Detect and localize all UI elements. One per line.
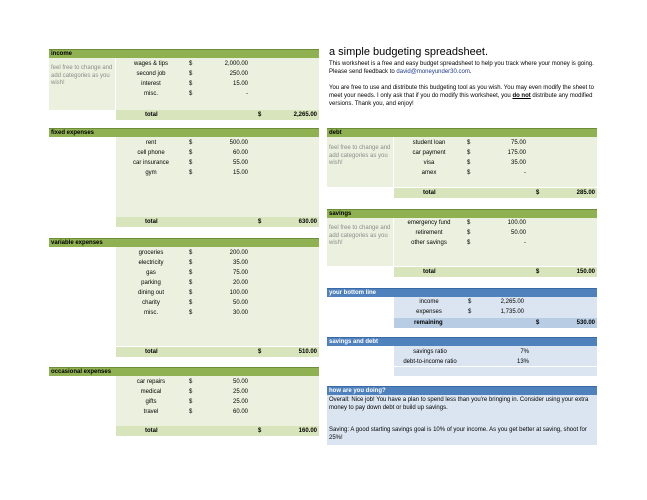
dti-ratio-value: 13% — [516, 359, 529, 365]
occasional-item-label: car repairs — [136, 379, 166, 385]
income-item-amount: - — [246, 91, 248, 97]
intro-p1-end: . — [469, 69, 472, 75]
variable-row — [116, 248, 319, 258]
savings-ratio-label: savings ratio — [413, 349, 447, 355]
fixed-row — [116, 138, 319, 148]
debt-item-currency: $ — [467, 170, 471, 176]
variable-item-amount: 100.00 — [229, 290, 248, 296]
variable-item-label: gas — [146, 270, 156, 276]
variable-row — [116, 258, 319, 268]
debt-total-amount: 285.00 — [576, 190, 595, 196]
variable-item-label: electricity — [138, 260, 164, 266]
intro-paragraph-2 — [329, 84, 597, 108]
debt-note: feel free to change and add categories as you wish! — [329, 145, 391, 166]
savings-total-label: total — [423, 269, 436, 275]
fixed-item-currency: $ — [189, 160, 193, 166]
occasional-row — [116, 377, 319, 387]
occasional-row — [116, 397, 319, 407]
savings-item-currency: $ — [467, 220, 471, 226]
intro-p1-text: This worksheet is a free and easy budget spreadsheet to help you track where your money is going. Please send feedback to — [329, 61, 594, 75]
income-item-amount: 15.00 — [232, 81, 248, 87]
fixed-item-amount: 55.00 — [232, 160, 248, 166]
fixed-item-currency: $ — [189, 140, 193, 146]
variable-item-currency: $ — [189, 290, 193, 296]
occasional-item-label: gifts — [145, 399, 157, 405]
occasional-item-currency: $ — [189, 379, 193, 385]
variable-row — [116, 278, 319, 288]
bottom-line-expenses-row — [394, 307, 597, 317]
bottom-line-expenses-currency: $ — [468, 309, 472, 315]
variable-item-label: parking — [141, 280, 161, 286]
fixed-total-label: total — [145, 219, 158, 225]
debt-item-currency: $ — [467, 150, 471, 156]
occasional-item-label: medical — [140, 389, 162, 395]
variable-total-currency: $ — [258, 349, 262, 355]
savings-header: savings — [327, 209, 597, 218]
fixed-total-currency: $ — [258, 219, 262, 225]
fixed-header: fixed expenses — [49, 128, 319, 137]
occasional-item-amount: 25.00 — [232, 389, 248, 395]
debt-row — [394, 168, 597, 178]
debt-item-currency: $ — [467, 140, 471, 146]
income-row — [116, 89, 319, 99]
fixed-row — [116, 158, 319, 168]
how-saving-text: Saving: A good starting savings goal is 10% of your income. As you get better at saving, shoot for 25%! — [329, 427, 587, 441]
occasional-header: occasional expenses — [49, 367, 319, 376]
debt-item-label: amex — [421, 170, 437, 176]
savings-item-label: other savings — [411, 240, 447, 246]
savings-item-amount: 50.00 — [510, 230, 526, 236]
fixed-item-amount: 15.00 — [232, 170, 248, 176]
variable-total-row — [116, 347, 319, 357]
fixed-total-row — [116, 217, 319, 227]
variable-row — [116, 298, 319, 308]
occasional-total-amount: 160.00 — [298, 428, 317, 434]
intro-p2-emphasis: do not — [512, 93, 531, 99]
how-header: how are you doing? — [327, 386, 597, 395]
fixed-total-amount: 630.00 — [298, 219, 317, 225]
debt-item-amount: 175.00 — [507, 150, 526, 156]
variable-row — [116, 268, 319, 278]
ratios-header: savings and debt — [327, 337, 597, 346]
savings-row — [394, 218, 597, 228]
income-item-currency: $ — [189, 91, 193, 97]
income-item-label: interest — [141, 81, 161, 87]
savings-ratio-value: 7% — [520, 349, 529, 355]
income-total-amount: 2,265.00 — [293, 112, 317, 118]
fixed-item-amount: 500.00 — [229, 140, 248, 146]
debt-item-label: student loan — [412, 140, 446, 146]
variable-item-amount: 200.00 — [229, 250, 248, 256]
income-total-currency: $ — [258, 112, 262, 118]
fixed-item-label: rent — [145, 140, 157, 146]
debt-total-row — [394, 188, 597, 198]
income-item-amount: 2,000.00 — [224, 61, 248, 67]
fixed-row — [116, 148, 319, 158]
savings-item-amount: - — [524, 240, 526, 246]
ratios-spacer — [394, 367, 597, 376]
variable-item-amount: 35.00 — [232, 260, 248, 266]
income-item-currency: $ — [189, 61, 193, 67]
variable-item-currency: $ — [189, 310, 193, 316]
occasional-total-row — [116, 426, 319, 436]
savings-row — [394, 238, 597, 248]
income-row — [116, 59, 319, 69]
fixed-row — [116, 168, 319, 178]
debt-row — [394, 148, 597, 158]
fixed-item-label: gym — [145, 170, 157, 176]
occasional-row — [116, 407, 319, 417]
savings-note: feel free to change and add categories as you wish! — [329, 225, 391, 246]
variable-row — [116, 308, 319, 318]
income-row — [116, 79, 319, 89]
debt-item-label: visa — [423, 160, 435, 166]
bottom-line-remaining-amount: 530.00 — [576, 320, 595, 326]
bottom-line-remaining-currency: $ — [536, 320, 540, 326]
occasional-total-label: total — [145, 428, 158, 434]
occasional-row — [116, 387, 319, 397]
page-title: a simple budgeting spreadsheet. — [329, 46, 488, 58]
debt-header: debt — [327, 128, 597, 137]
fixed-item-label: cell phone — [137, 150, 165, 156]
income-total-row — [116, 110, 319, 120]
income-item-label: misc. — [144, 91, 158, 97]
intro-paragraph-1 — [329, 60, 597, 76]
variable-item-currency: $ — [189, 300, 193, 306]
dti-ratio-row — [394, 357, 597, 367]
bottom-line-income-label: income — [419, 299, 439, 305]
debt-item-label: car payment — [412, 150, 446, 156]
variable-item-currency: $ — [189, 250, 193, 256]
savings-item-amount: 100.00 — [507, 220, 526, 226]
variable-item-currency: $ — [189, 280, 193, 286]
how-overall-text: Overall: Nice job! You have a plan to spend less than you're bringing in. Consider using your extra money to pay down debt or build up savings. — [329, 397, 589, 411]
variable-item-amount: 75.00 — [232, 270, 248, 276]
debt-item-amount: 75.00 — [510, 140, 526, 146]
variable-item-label: charity — [142, 300, 160, 306]
savings-total-row — [394, 267, 597, 277]
savings-ratio-row — [394, 347, 597, 357]
debt-total-currency: $ — [536, 190, 540, 196]
variable-item-amount: 50.00 — [232, 300, 248, 306]
bottom-line-header: your bottom line — [327, 288, 597, 297]
intro-p2-end: distribute any modified versions. Thank you, and enjoy! — [329, 93, 593, 107]
bottom-line-expenses-amount: 1,735.00 — [500, 309, 524, 315]
income-note: feel free to change and add categories as you wish! — [51, 65, 113, 86]
variable-item-currency: $ — [189, 260, 193, 266]
intro-p2-text: You are free to use and distribute this budgeting tool as you wish. You may even modify the sheet to meet your needs. I only ask that if you do modify this worksheet, you — [329, 85, 594, 99]
occasional-item-amount: 50.00 — [232, 379, 248, 385]
bottom-line-expenses-label: expenses — [416, 309, 442, 315]
occasional-item-amount: 25.00 — [232, 399, 248, 405]
debt-row — [394, 138, 597, 148]
feedback-email-link[interactable]: david@moneyunder30.com — [396, 69, 470, 75]
variable-total-amount: 510.00 — [298, 349, 317, 355]
variable-item-currency: $ — [189, 270, 193, 276]
variable-row — [116, 288, 319, 298]
occasional-total-currency: $ — [258, 428, 262, 434]
income-header: income — [49, 49, 319, 58]
occasional-item-currency: $ — [189, 409, 193, 415]
savings-row — [394, 228, 597, 238]
debt-item-currency: $ — [467, 160, 471, 166]
bottom-line-income-currency: $ — [468, 299, 472, 305]
bottom-line-remaining-label: remaining — [414, 320, 443, 326]
bottom-line-income-amount: 2,265.00 — [500, 299, 524, 305]
savings-total-amount: 150.00 — [576, 269, 595, 275]
occasional-item-currency: $ — [189, 399, 193, 405]
income-item-amount: 250.00 — [229, 71, 248, 77]
debt-item-amount: - — [524, 170, 526, 176]
fixed-item-amount: 60.00 — [232, 150, 248, 156]
savings-item-label: retirement — [415, 230, 443, 236]
income-item-currency: $ — [189, 71, 193, 77]
income-item-label: wages & tips — [133, 61, 169, 67]
variable-item-amount: 30.00 — [232, 310, 248, 316]
savings-item-currency: $ — [467, 240, 471, 246]
income-item-label: second job — [136, 71, 166, 77]
variable-item-label: misc. — [144, 310, 158, 316]
debt-total-label: total — [423, 190, 436, 196]
fixed-item-currency: $ — [189, 150, 193, 156]
income-item-currency: $ — [189, 81, 193, 87]
variable-total-label: total — [145, 349, 158, 355]
variable-item-label: groceries — [138, 250, 164, 256]
occasional-item-label: travel — [143, 409, 159, 415]
bottom-line-remaining-row — [394, 318, 597, 328]
dti-ratio-label: debt-to-income ratio — [403, 359, 457, 365]
savings-total-currency: $ — [536, 269, 540, 275]
savings-item-label: emergency fund — [407, 220, 451, 226]
occasional-item-amount: 60.00 — [232, 409, 248, 415]
debt-item-amount: 35.00 — [510, 160, 526, 166]
fixed-item-currency: $ — [189, 170, 193, 176]
savings-item-currency: $ — [467, 230, 471, 236]
debt-row — [394, 158, 597, 168]
income-total-label: total — [145, 112, 158, 118]
variable-item-label: dining out — [137, 290, 165, 296]
occasional-item-currency: $ — [189, 389, 193, 395]
income-row — [116, 69, 319, 79]
fixed-item-label: car insurance — [132, 160, 170, 166]
bottom-line-income-row — [394, 297, 597, 307]
variable-item-amount: 20.00 — [232, 280, 248, 286]
variable-header: variable expenses — [49, 238, 319, 247]
